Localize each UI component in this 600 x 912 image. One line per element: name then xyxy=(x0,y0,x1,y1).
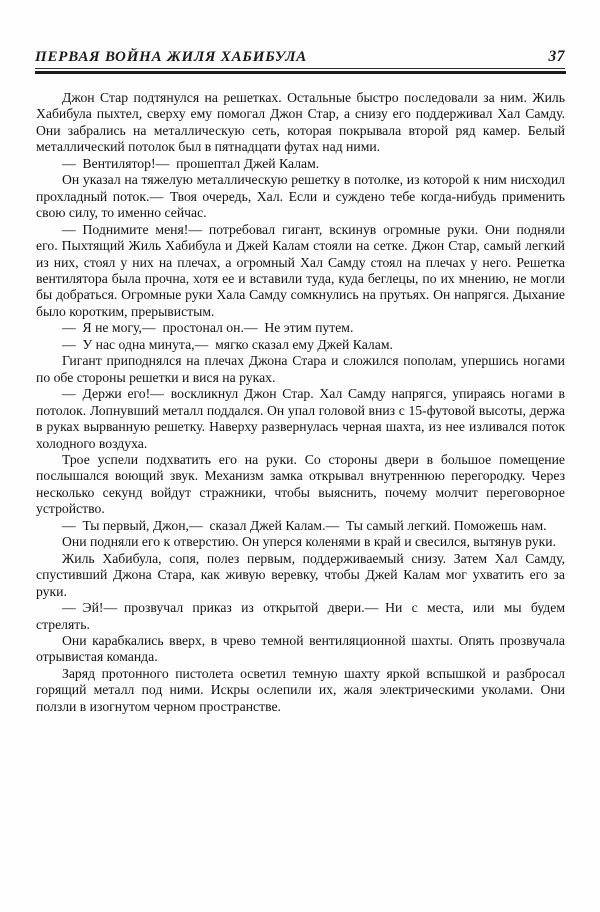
running-header xyxy=(35,48,565,66)
paragraph: Джон Стар подтянулся на решетках. Остальные быстро последовали за ним. Жиль Хабибула пыхтел, сверху ему помогал Джон Стар, а снизу его поддерживал Хал Самду. Они забрались на металлическую сеть, которая покрывала второй ряд камер. Белый металлический потолок был в пятнадцати футах над ними. xyxy=(36,90,565,155)
paragraph: Гигант приподнялся на плечах Джона Стара и сложился пополам, упершись ногами по обе стороны решетки и вися на руках. xyxy=(36,353,565,385)
paragraph: — Ты первый, Джон,— сказал Джей Калам.— Ты самый легкий. Поможешь нам. xyxy=(62,517,547,533)
paragraph: — У нас одна минута,— мягко сказал ему Джей Калам. xyxy=(62,336,393,352)
paragraph: Они карабкались вверх, в чрево темной вентиляционной шахты. Опять прозвучала отрывистая команда. xyxy=(36,632,565,665)
paragraph: — Я не могу,— простонал он.— Не этим путем. xyxy=(62,320,354,336)
paragraph: — Держи его!— воскликнул Джон Стар. Хал Самду напрягся, упираясь ногами в потолок. Лопнувший металл поддался. Он упал головой вниз с 15-футовой высоты, держа в руках вырванную решетку. Наверху развернулась черная шахта, из нее изливался поток холодного воздуха. xyxy=(36,386,565,451)
paragraph: — Поднимите меня!— потребовал гигант, вскинув огромные руки. Они подняли его. Пыхтящий Жиль Хабибула и Джей Калам стояли на сетке. Джон Стар, самый легкий из них, стоял у них на плечах, а огромный Хал Самду стоял на плечах у него. Решетка вентилятора была прочна, хотя ее и вставили туда, куда беглецы, по их мнению, не могли бы добраться. Огромные руки Хала Самду сомкнулись на прутьях. Он напрягся. Дыхание было коротким, прерывистым. xyxy=(36,221,565,319)
paragraph: — Эй!— прозвучал приказ из открытой двери.— Ни с места, или мы будем стрелять. xyxy=(36,600,565,632)
paragraph: Они подняли его к отверстию. Он уперся коленями в край и свесился, вытянув руки. xyxy=(62,534,557,550)
paragraph: — Вентилятор!— прошептал Джей Калам. xyxy=(62,155,320,171)
paragraph: Он указал на тяжелую металлическую решетку в потолке, из которой к ним нисходил прохладный поток.— Твоя очередь, Хал. Если и суждено тебе когда-нибудь применить свою силу, то именно сейчас. xyxy=(36,172,565,221)
header-rule-thick xyxy=(35,71,566,74)
chapter-title: ПЕРВАЯ ВОЙНА ЖИЛЯ ХАБИБУЛА xyxy=(35,49,308,65)
paragraph: Заряд протонного пистолета осветил темную шахту яркой вспышкой и разбросал горящий металл под ними. Искры ослепили их, жаля электрическими уколами. Они ползли в изогнутом черном пространстве. xyxy=(36,665,565,714)
paragraph: Жиль Хабибула, сопя, полез первым, поддерживаемый снизу. Затем Хал Самду, спустивший Джона Стара, как живую веревку, чтобы Джей Калам мог ухватить его за руки. xyxy=(36,550,565,599)
paragraph: Трое успели подхватить его на руки. Со стороны двери в большое помещение послышался воющий звук. Механизм замка открывал внутреннюю перегородку. Через несколько секунд войдут стражники, чтобы выяснить, почему молчит переговорное устройство. xyxy=(36,451,565,517)
body-text xyxy=(36,90,565,715)
header-rule-thin xyxy=(35,68,565,69)
page-number: 37 xyxy=(548,48,565,65)
